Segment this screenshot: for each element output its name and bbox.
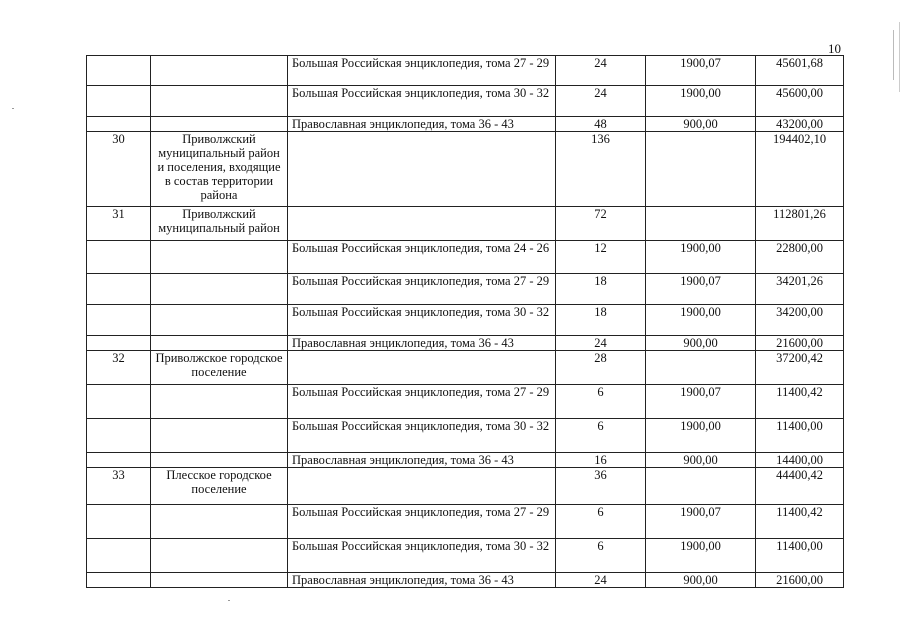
unit-price-cell (646, 132, 756, 207)
quantity-cell: 6 (556, 419, 646, 453)
row-number-cell: 30 (87, 132, 151, 207)
quantity-cell: 6 (556, 385, 646, 419)
row-number-cell: 31 (87, 207, 151, 241)
quantity-cell: 24 (556, 86, 646, 117)
total-sum-cell: 11400,00 (756, 419, 844, 453)
recipient-name-cell (151, 539, 288, 573)
total-sum-cell: 112801,26 (756, 207, 844, 241)
publication-title-cell: Большая Российская энциклопедия, тома 27 - 29 (288, 385, 556, 419)
row-number-cell (87, 453, 151, 468)
publication-title-cell: Большая Российская энциклопедия, тома 27 - 29 (288, 56, 556, 86)
total-sum-cell: 44400,42 (756, 468, 844, 505)
publication-title-cell: Православная энциклопедия, тома 36 - 43 (288, 336, 556, 351)
table-row (87, 274, 844, 305)
publication-title-cell (288, 132, 556, 207)
total-sum-cell: 11400,42 (756, 385, 844, 419)
publication-title-cell: Большая Российская энциклопедия, тома 30 - 32 (288, 539, 556, 573)
publication-title-cell: Большая Российская энциклопедия, тома 30 - 32 (288, 305, 556, 336)
recipient-name-cell (151, 241, 288, 274)
recipient-name-cell (151, 56, 288, 86)
quantity-cell: 24 (556, 336, 646, 351)
table-row (87, 336, 844, 351)
table-row (87, 385, 844, 419)
row-number-cell (87, 573, 151, 588)
publication-title-cell: Православная энциклопедия, тома 36 - 43 (288, 117, 556, 132)
row-number-cell (87, 419, 151, 453)
publication-title-cell (288, 207, 556, 241)
quantity-cell: 12 (556, 241, 646, 274)
table-body (87, 56, 844, 588)
scan-margin-line (899, 22, 900, 92)
total-sum-cell: 194402,10 (756, 132, 844, 207)
row-number-cell: 32 (87, 351, 151, 385)
total-sum-cell: 22800,00 (756, 241, 844, 274)
unit-price-cell: 900,00 (646, 117, 756, 132)
quantity-cell: 18 (556, 274, 646, 305)
total-sum-cell: 45600,00 (756, 86, 844, 117)
table-row (87, 573, 844, 588)
quantity-cell: 72 (556, 207, 646, 241)
unit-price-cell: 900,00 (646, 336, 756, 351)
total-sum-cell: 37200,42 (756, 351, 844, 385)
total-sum-cell: 14400,00 (756, 453, 844, 468)
row-number-cell (87, 385, 151, 419)
recipient-name-cell: Плесское городское поселение (151, 468, 288, 505)
table-row (87, 132, 844, 207)
unit-price-cell: 1900,07 (646, 274, 756, 305)
total-sum-cell: 21600,00 (756, 573, 844, 588)
recipient-name-cell (151, 419, 288, 453)
row-number-cell: 33 (87, 468, 151, 505)
row-number-cell (87, 336, 151, 351)
recipient-name-cell (151, 505, 288, 539)
unit-price-cell: 1900,07 (646, 56, 756, 86)
unit-price-cell: 1900,00 (646, 419, 756, 453)
table-row (87, 241, 844, 274)
row-number-cell (87, 86, 151, 117)
row-number-cell (87, 305, 151, 336)
table-row (87, 351, 844, 385)
publication-title-cell: Большая Российская энциклопедия, тома 24 - 26 (288, 241, 556, 274)
quantity-cell: 6 (556, 539, 646, 573)
table-row (87, 117, 844, 132)
publication-title-cell: Православная энциклопедия, тома 36 - 43 (288, 573, 556, 588)
table-row (87, 505, 844, 539)
recipient-name-cell (151, 385, 288, 419)
unit-price-cell: 1900,00 (646, 86, 756, 117)
table-row (87, 86, 844, 117)
recipient-name-cell (151, 305, 288, 336)
publication-title-cell: Православная энциклопедия, тома 36 - 43 (288, 453, 556, 468)
table-row (87, 305, 844, 336)
total-sum-cell: 11400,00 (756, 539, 844, 573)
total-sum-cell: 43200,00 (756, 117, 844, 132)
quantity-cell: 28 (556, 351, 646, 385)
publication-title-cell: Большая Российская энциклопедия, тома 27 - 29 (288, 505, 556, 539)
total-sum-cell: 21600,00 (756, 336, 844, 351)
recipient-name-cell (151, 453, 288, 468)
total-sum-cell: 34200,00 (756, 305, 844, 336)
quantity-cell: 16 (556, 453, 646, 468)
distribution-table (86, 55, 844, 588)
quantity-cell: 24 (556, 56, 646, 86)
unit-price-cell: 1900,00 (646, 241, 756, 274)
row-number-cell (87, 241, 151, 274)
page-number: 10 (828, 41, 841, 56)
table-row (87, 539, 844, 573)
table-row (87, 56, 844, 86)
scan-speck (228, 600, 230, 601)
recipient-name-cell: Приволжский муниципальный район (151, 207, 288, 241)
total-sum-cell: 34201,26 (756, 274, 844, 305)
quantity-cell: 24 (556, 573, 646, 588)
scan-margin-line (893, 30, 894, 80)
publication-title-cell (288, 468, 556, 505)
unit-price-cell: 1900,00 (646, 539, 756, 573)
total-sum-cell: 45601,68 (756, 56, 844, 86)
row-number-cell (87, 505, 151, 539)
recipient-name-cell (151, 86, 288, 117)
recipient-name-cell (151, 117, 288, 132)
recipient-name-cell (151, 336, 288, 351)
recipient-name-cell: Приволжское городское поселение (151, 351, 288, 385)
recipient-name-cell (151, 274, 288, 305)
publication-title-cell: Большая Российская энциклопедия, тома 30 - 32 (288, 419, 556, 453)
unit-price-cell: 900,00 (646, 453, 756, 468)
unit-price-cell: 1900,00 (646, 305, 756, 336)
row-number-cell (87, 539, 151, 573)
quantity-cell: 136 (556, 132, 646, 207)
table-row (87, 453, 844, 468)
scan-speck (12, 108, 14, 109)
table-row (87, 419, 844, 453)
quantity-cell: 6 (556, 505, 646, 539)
quantity-cell: 18 (556, 305, 646, 336)
unit-price-cell: 900,00 (646, 573, 756, 588)
quantity-cell: 48 (556, 117, 646, 132)
table-row (87, 468, 844, 505)
unit-price-cell: 1900,07 (646, 505, 756, 539)
recipient-name-cell: Приволжский муниципальный район и поселения, входящие в состав территории района (151, 132, 288, 207)
unit-price-cell (646, 207, 756, 241)
quantity-cell: 36 (556, 468, 646, 505)
unit-price-cell (646, 468, 756, 505)
total-sum-cell: 11400,42 (756, 505, 844, 539)
recipient-name-cell (151, 573, 288, 588)
row-number-cell (87, 117, 151, 132)
unit-price-cell: 1900,07 (646, 385, 756, 419)
row-number-cell (87, 274, 151, 305)
table-row (87, 207, 844, 241)
unit-price-cell (646, 351, 756, 385)
row-number-cell (87, 56, 151, 86)
publication-title-cell (288, 351, 556, 385)
publication-title-cell: Большая Российская энциклопедия, тома 30 - 32 (288, 86, 556, 117)
publication-title-cell: Большая Российская энциклопедия, тома 27 - 29 (288, 274, 556, 305)
